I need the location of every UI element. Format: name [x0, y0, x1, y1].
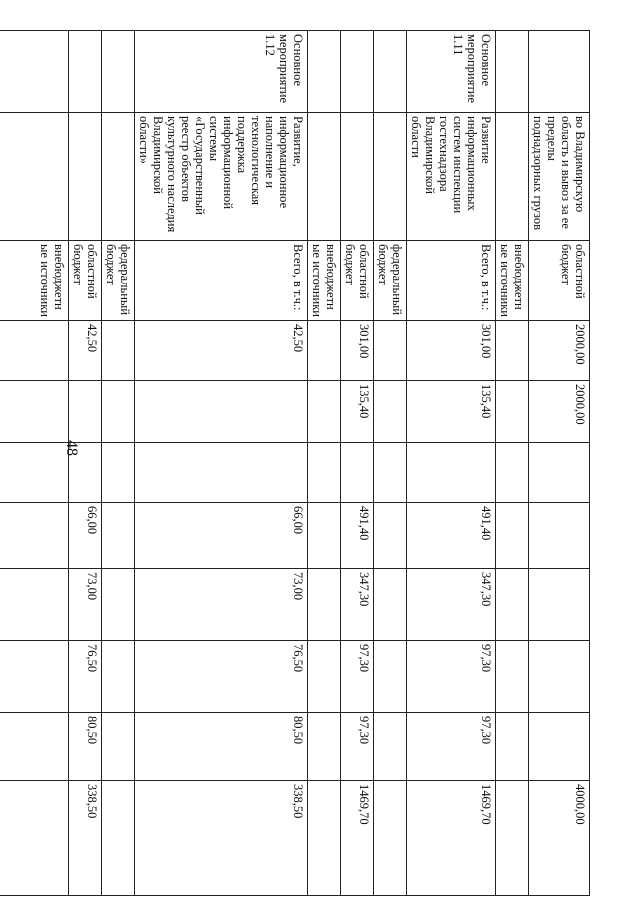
amount-cell [308, 321, 341, 381]
amount-cell [102, 503, 135, 569]
amount-cell [308, 569, 341, 641]
amount-cell [102, 443, 135, 503]
amount-cell: 4000,00 [529, 781, 590, 896]
amount-cell [308, 781, 341, 896]
event-code-cell [102, 31, 135, 113]
amount-cell: 73,00 [69, 569, 102, 641]
amount-cell [102, 381, 135, 443]
amount-cell [529, 503, 590, 569]
table-row [102, 31, 135, 896]
amount-cell [69, 381, 102, 443]
amount-cell [529, 641, 590, 713]
event-code-cell [0, 31, 69, 113]
amount-cell [102, 569, 135, 641]
table-row [135, 31, 308, 896]
amount-cell [0, 713, 69, 781]
amount-cell [496, 503, 529, 569]
event-name-cell [69, 113, 102, 241]
amount-cell: 338,50 [69, 781, 102, 896]
amount-cell [496, 713, 529, 781]
funding-source-cell: Всего, в т.ч.: [135, 241, 308, 321]
event-code-cell [308, 31, 341, 113]
amount-cell: 76,50 [135, 641, 308, 713]
funding-source-cell: внебюджетные источники [0, 241, 69, 321]
amount-cell [374, 641, 407, 713]
event-name-cell: Развитие, информационное наполнение и технологическая поддержка информационной системы «Государственный реестр объектов культурного наследия Владимирской области» [135, 113, 308, 241]
amount-cell [496, 569, 529, 641]
event-code-cell: Основное мероприятие 1.11 [407, 31, 496, 113]
amount-cell: 97,30 [341, 713, 374, 781]
event-code-cell [529, 31, 590, 113]
amount-cell [308, 381, 341, 443]
amount-cell [308, 503, 341, 569]
budget-table [0, 30, 590, 896]
amount-cell: 80,50 [135, 713, 308, 781]
amount-cell [135, 443, 308, 503]
amount-cell [308, 443, 341, 503]
amount-cell [374, 781, 407, 896]
amount-cell [0, 569, 69, 641]
amount-cell [0, 641, 69, 713]
amount-cell [496, 321, 529, 381]
event-name-cell: во Владимирскую область и вывоз за ее пределы поднадзорных грузов [529, 113, 590, 241]
amount-cell [407, 443, 496, 503]
table-row [69, 31, 102, 896]
table-row [0, 31, 69, 896]
event-code-cell [69, 31, 102, 113]
amount-cell: 135,40 [341, 381, 374, 443]
event-name-cell [0, 113, 69, 241]
event-code-cell [496, 31, 529, 113]
amount-cell [0, 321, 69, 381]
amount-cell [0, 503, 69, 569]
amount-cell [341, 443, 374, 503]
amount-cell [374, 443, 407, 503]
amount-cell: 347,30 [341, 569, 374, 641]
amount-cell: 491,40 [407, 503, 496, 569]
amount-cell [374, 569, 407, 641]
amount-cell: 76,50 [69, 641, 102, 713]
amount-cell [374, 321, 407, 381]
amount-cell: 1469,70 [341, 781, 374, 896]
event-name-cell [102, 113, 135, 241]
amount-cell [102, 781, 135, 896]
amount-cell: 66,00 [69, 503, 102, 569]
event-code-cell [341, 31, 374, 113]
amount-cell [0, 443, 69, 503]
event-name-cell: Развитие информационных систем инспекции гостехнадзора Владимирской области [407, 113, 496, 241]
amount-cell [69, 443, 102, 503]
amount-cell [0, 781, 69, 896]
funding-source-cell: областной бюджет [529, 241, 590, 321]
table-row [529, 31, 590, 896]
amount-cell [529, 569, 590, 641]
amount-cell: 491,40 [341, 503, 374, 569]
amount-cell [102, 321, 135, 381]
table-row [341, 31, 374, 896]
amount-cell [496, 381, 529, 443]
funding-source-cell: внебюджетные источники [308, 241, 341, 321]
event-code-cell [374, 31, 407, 113]
amount-cell: 42,50 [69, 321, 102, 381]
table-row [496, 31, 529, 896]
amount-cell: 338,50 [135, 781, 308, 896]
amount-cell [308, 713, 341, 781]
funding-source-cell: Всего, в т.ч.: [407, 241, 496, 321]
amount-cell: 66,00 [135, 503, 308, 569]
amount-cell: 97,30 [341, 641, 374, 713]
amount-cell [496, 641, 529, 713]
amount-cell [374, 503, 407, 569]
event-name-cell [341, 113, 374, 241]
page-number: 48 [63, 440, 80, 456]
amount-cell [529, 713, 590, 781]
amount-cell [308, 641, 341, 713]
event-code-cell: Основное мероприятие 1.12 [135, 31, 308, 113]
event-name-cell [374, 113, 407, 241]
amount-cell: 80,50 [69, 713, 102, 781]
amount-cell: 97,30 [407, 713, 496, 781]
amount-cell: 97,30 [407, 641, 496, 713]
funding-source-cell: федеральный бюджет [374, 241, 407, 321]
funding-source-cell: внебюджетные источники [496, 241, 529, 321]
amount-cell [496, 443, 529, 503]
event-name-cell [308, 113, 341, 241]
amount-cell [529, 443, 590, 503]
amount-cell [0, 381, 69, 443]
table-row [308, 31, 341, 896]
funding-source-cell: федеральный бюджет [102, 241, 135, 321]
amount-cell: 73,00 [135, 569, 308, 641]
amount-cell: 301,00 [407, 321, 496, 381]
amount-cell [102, 641, 135, 713]
event-name-cell [496, 113, 529, 241]
amount-cell: 347,30 [407, 569, 496, 641]
amount-cell: 2000,00 [529, 321, 590, 381]
amount-cell [374, 713, 407, 781]
amount-cell [374, 381, 407, 443]
amount-cell [496, 781, 529, 896]
table-row [374, 31, 407, 896]
amount-cell: 135,40 [407, 381, 496, 443]
amount-cell: 2000,00 [529, 381, 590, 443]
funding-source-cell: областной бюджет [341, 241, 374, 321]
table-row [407, 31, 496, 896]
amount-cell [135, 381, 308, 443]
amount-cell: 42,50 [135, 321, 308, 381]
amount-cell [102, 713, 135, 781]
amount-cell: 1469,70 [407, 781, 496, 896]
funding-source-cell: областной бюджет [69, 241, 102, 321]
amount-cell: 301,00 [341, 321, 374, 381]
